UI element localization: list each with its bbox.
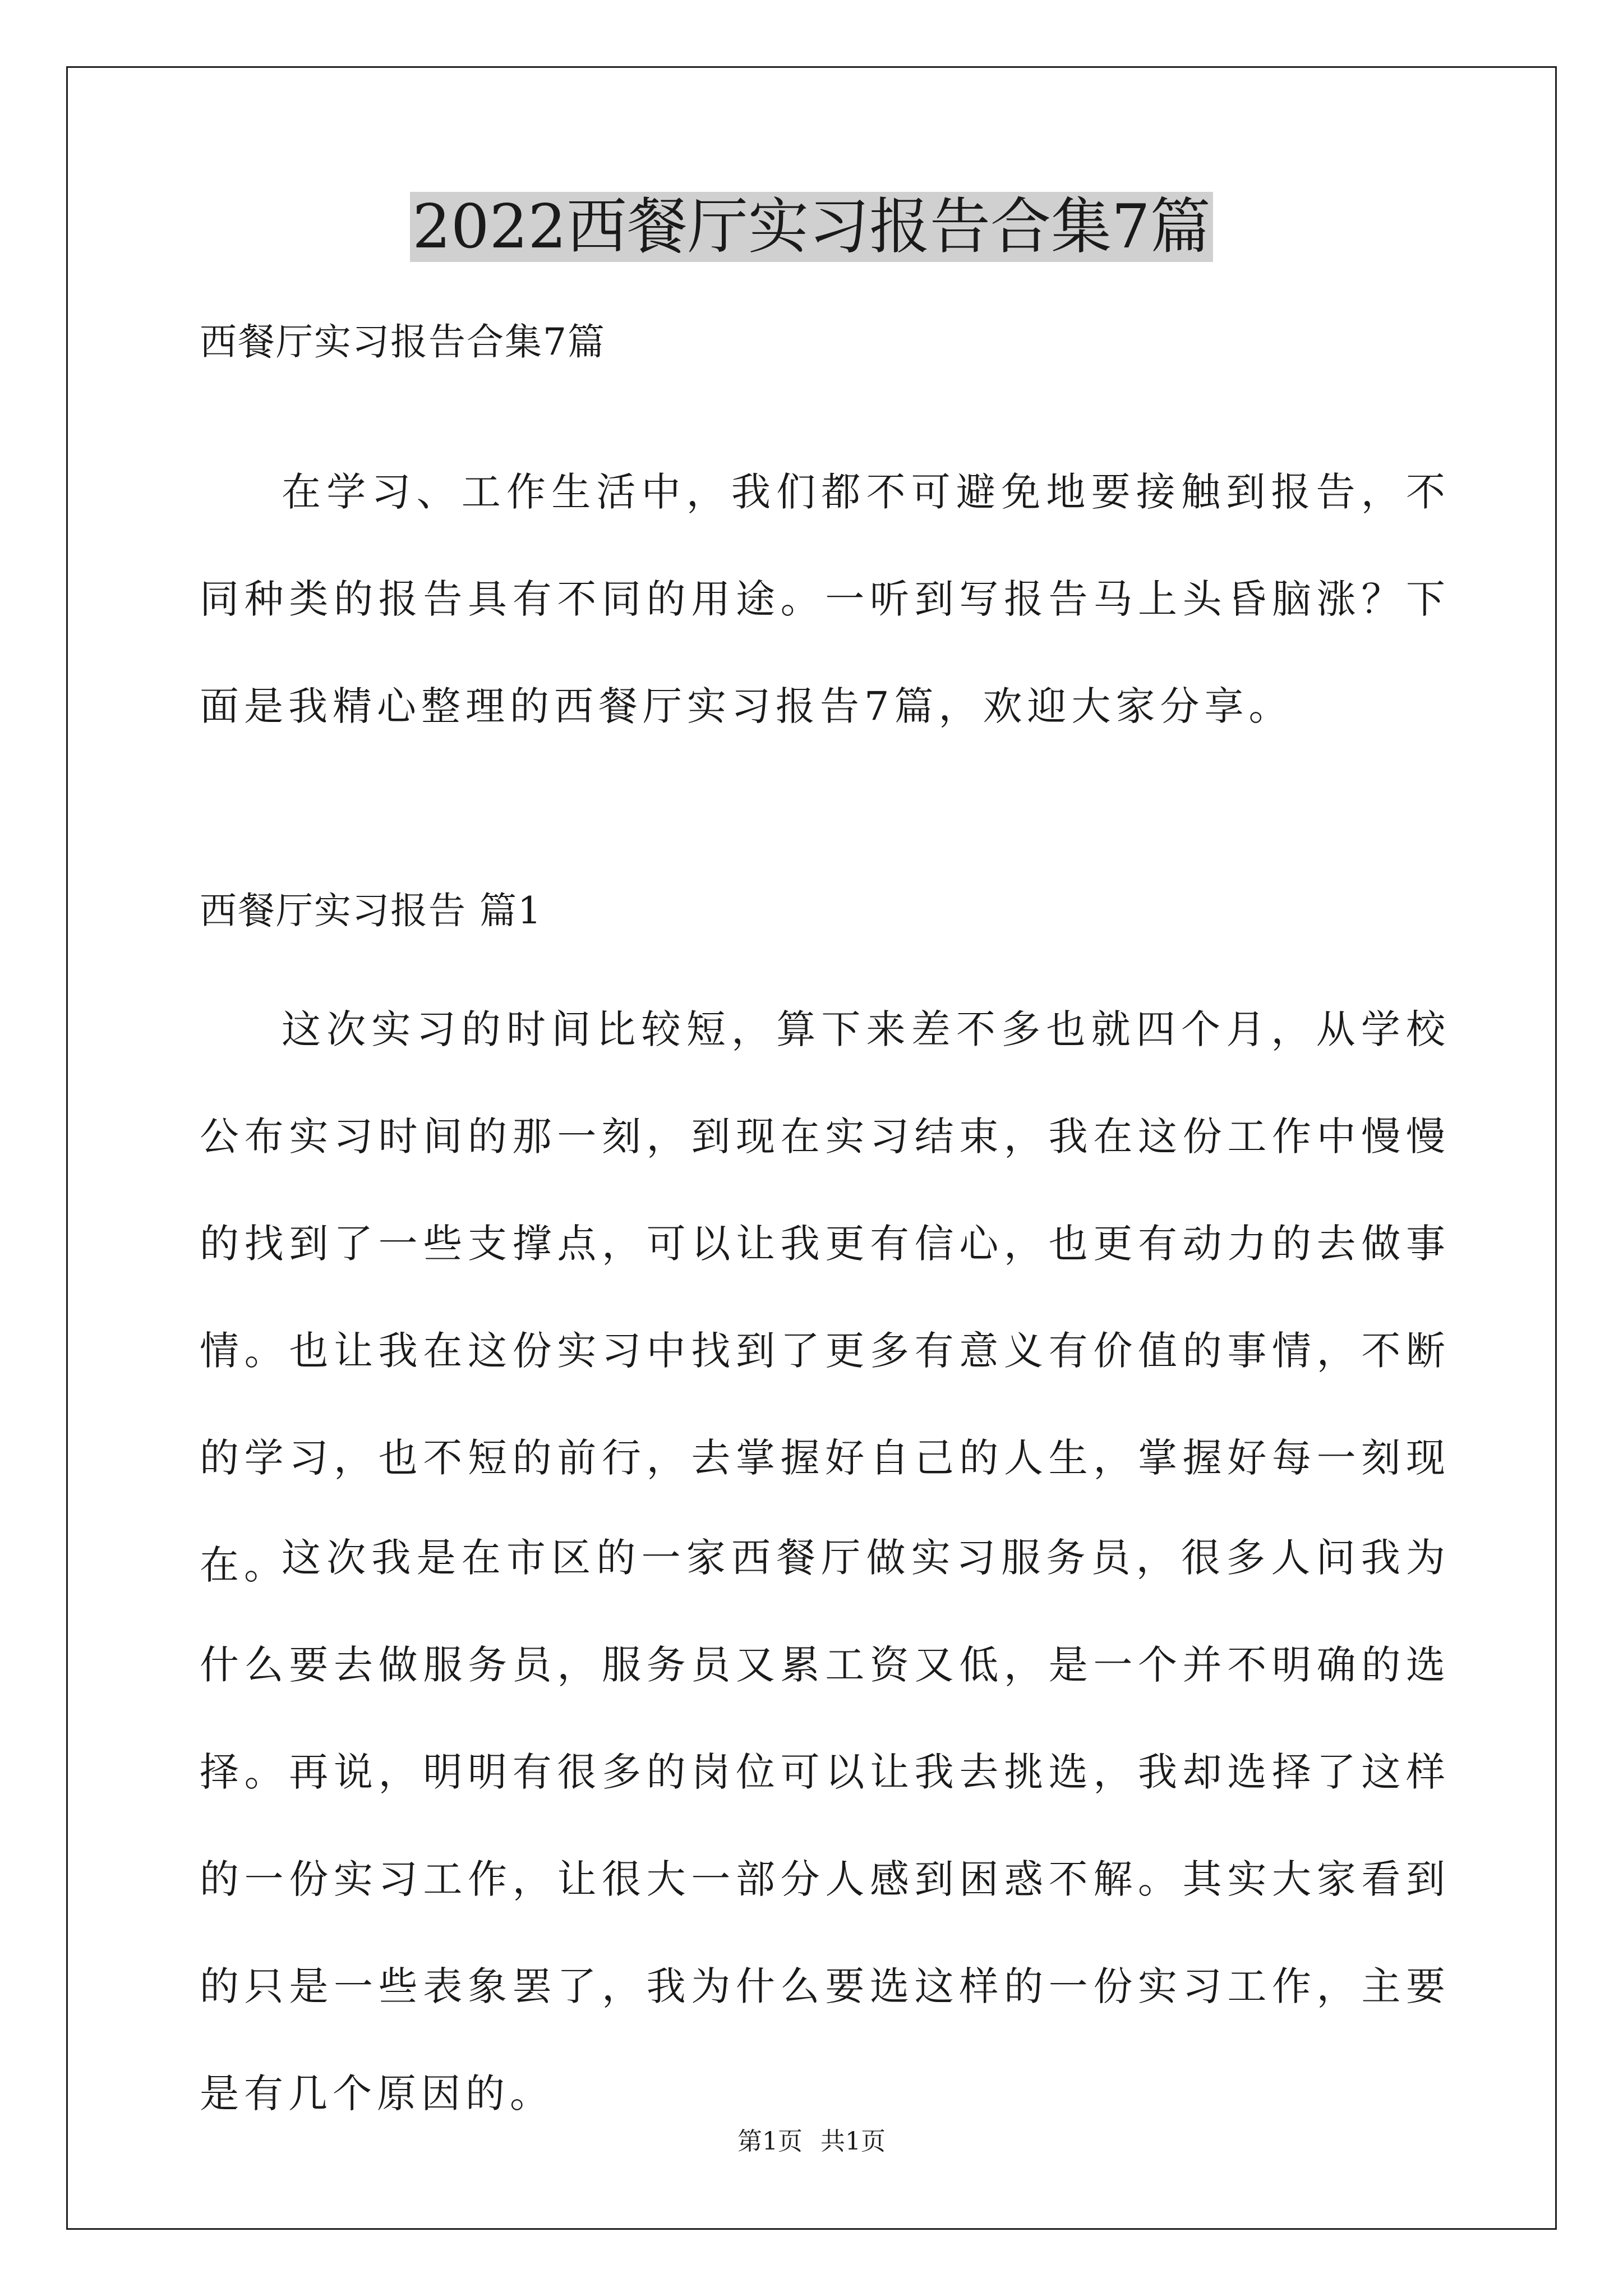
page-footer: 第1页 共1页 bbox=[737, 2127, 886, 2156]
intro-paragraph: 在学习、工作生活中，我们都不可避免地要接触到报告，不同种类的报告具有不同的用途。一听到写报告马上头昏脑涨？下面是我精心整理的西餐厅实习报告7篇，欢迎大家分享。 bbox=[200, 469, 1450, 729]
body-paragraph-2: 这次我是在市区的一家西餐厅做实习服务员，很多人问我为什么要去做服务员，服务员又累工资又低，是一个并不明确的选择。再说，明明有很多的岗位可以让我去挑选，我却选择了这样的一份实习工作，让很大一部分人感到困惑不解。其实大家看到的只是一些表象罢了，我为什么要选这样的一份实习工作，主要是有几个原因的。 bbox=[200, 1535, 1450, 2116]
document-title bbox=[0, 188, 1623, 266]
body-paragraph-1: 这次实习的时间比较短，算下来差不多也就四个月，从学校公布实习时间的那一刻，到现在实习结束，我在这份工作中慢慢的找到了一些支撑点，可以让我更有信心，也更有动力的去做事情。也让我在这份实习中找到了更多有意义有价值的事情，不断的学习，也不短的前行，去掌握好自己的人生，掌握好每一刻现在。 bbox=[200, 1006, 1450, 1588]
document-title-text: 2022西餐厅实习报告合集7篇 bbox=[410, 192, 1213, 262]
document-subtitle: 西餐厅实习报告合集7篇 bbox=[200, 320, 606, 364]
section-heading: 西餐厅实习报告 篇1 bbox=[200, 889, 542, 932]
